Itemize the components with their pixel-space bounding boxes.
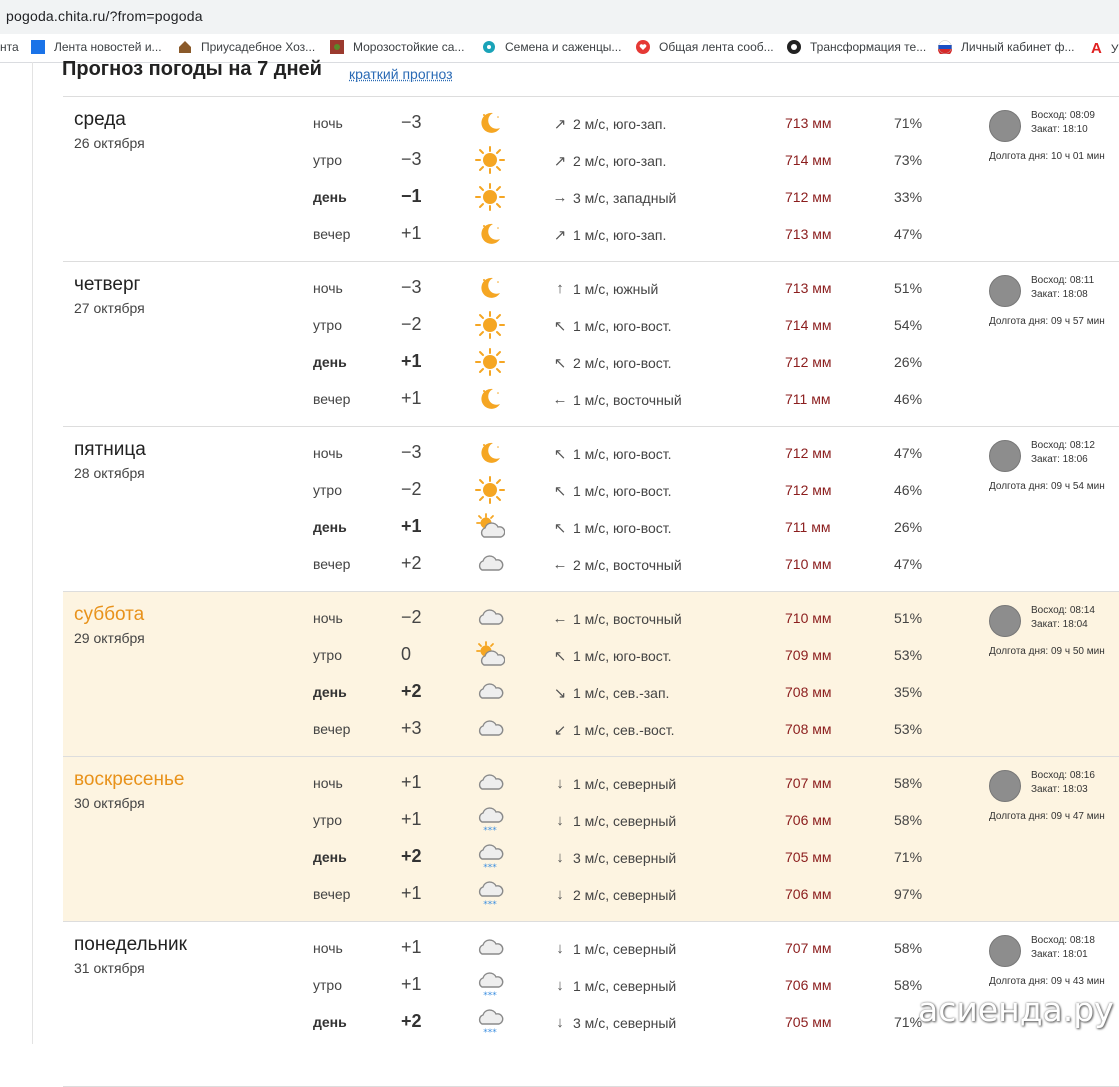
pressure: 712 мм bbox=[785, 189, 832, 205]
wind-arrow-icon: ↗ bbox=[553, 227, 567, 244]
bookmark-3[interactable]: Морозостойкие са... bbox=[330, 40, 464, 54]
russia-icon bbox=[938, 40, 952, 54]
wind-arrow-icon: ↖ bbox=[553, 483, 567, 500]
forecast-row bbox=[63, 435, 1119, 472]
wind-arrow-icon: ↘ bbox=[553, 685, 567, 702]
pressure: 710 мм bbox=[785, 610, 832, 626]
time-of-day: утро bbox=[313, 152, 342, 168]
wind bbox=[552, 1014, 676, 1031]
wind-arrow-icon: ↖ bbox=[553, 318, 567, 335]
pressure: 706 мм bbox=[785, 812, 832, 828]
wind bbox=[552, 886, 676, 903]
wind bbox=[552, 940, 676, 957]
sunrise-time: Восход: 08:14 bbox=[1031, 605, 1095, 616]
cloud-icon bbox=[475, 715, 505, 743]
sun-icon bbox=[475, 348, 505, 376]
forecast-row bbox=[63, 876, 1119, 913]
pressure: 708 мм bbox=[785, 721, 832, 737]
pressure: 705 мм bbox=[785, 1014, 832, 1030]
humidity: 46% bbox=[894, 391, 923, 407]
wind bbox=[552, 647, 672, 665]
svg-text:***: *** bbox=[483, 826, 497, 834]
temperature: +1 bbox=[401, 388, 422, 408]
pressure: 713 мм bbox=[785, 226, 832, 242]
temperature: +1 bbox=[401, 809, 422, 829]
sun-icon bbox=[475, 146, 505, 174]
temperature: −3 bbox=[401, 277, 422, 297]
day-block bbox=[63, 97, 1119, 262]
wind-arrow-icon: ← bbox=[552, 556, 568, 573]
bookmark-0[interactable]: нта bbox=[0, 40, 19, 54]
humidity: 47% bbox=[894, 226, 923, 242]
forecast-row bbox=[63, 802, 1119, 839]
wind-text: 2 м/с, юго-зап. bbox=[573, 116, 667, 132]
wind-arrow-icon: ↑ bbox=[556, 280, 564, 297]
temperature: +1 bbox=[401, 516, 422, 536]
sunrise-time: Восход: 08:16 bbox=[1031, 770, 1095, 781]
snow-icon bbox=[475, 880, 505, 908]
moon-icon bbox=[475, 385, 505, 413]
wind bbox=[552, 152, 666, 170]
day-date: 27 октября bbox=[74, 300, 145, 316]
wind-arrow-icon: → bbox=[552, 189, 568, 206]
moon-icon bbox=[475, 274, 505, 302]
wind-arrow-icon: ↓ bbox=[556, 812, 564, 829]
temperature: −1 bbox=[401, 186, 422, 206]
day-length: Долгота дня: 09 ч 43 мин bbox=[989, 976, 1105, 987]
bookmark-7[interactable]: Личный кабинет ф... bbox=[938, 40, 1075, 54]
sunset-time: Закат: 18:04 bbox=[1031, 619, 1088, 630]
time-of-day: ночь bbox=[313, 115, 343, 131]
time-of-day: утро bbox=[313, 812, 342, 828]
svg-text:***: *** bbox=[483, 991, 497, 999]
wind bbox=[552, 115, 666, 133]
berry-icon bbox=[330, 40, 344, 54]
day-length: Долгота дня: 09 ч 57 мин bbox=[989, 316, 1105, 327]
wind bbox=[552, 977, 676, 994]
cloud-icon bbox=[475, 604, 505, 632]
cloud-icon bbox=[475, 934, 505, 962]
bookmark-6[interactable]: Трансформация те... bbox=[787, 40, 926, 54]
day-name: четверг bbox=[74, 274, 141, 295]
humidity: 26% bbox=[894, 354, 923, 370]
wind bbox=[552, 849, 676, 866]
forecast-row bbox=[63, 381, 1119, 418]
temperature: +1 bbox=[401, 223, 422, 243]
forecast-row bbox=[63, 216, 1119, 253]
day-block bbox=[63, 592, 1119, 757]
humidity: 53% bbox=[894, 647, 923, 663]
temperature: −3 bbox=[401, 149, 422, 169]
forecast-row bbox=[63, 637, 1119, 674]
pressure: 709 мм bbox=[785, 647, 832, 663]
wind-arrow-icon: ↗ bbox=[553, 153, 567, 170]
wind-text: 3 м/с, северный bbox=[573, 1014, 677, 1031]
day-date: 28 октября bbox=[74, 465, 145, 481]
time-of-day: утро bbox=[313, 482, 342, 498]
wind-arrow-icon: ↓ bbox=[556, 775, 564, 792]
bookmark-1[interactable]: Лента новостей и... bbox=[31, 40, 162, 54]
acrobat-icon: A bbox=[1091, 40, 1102, 57]
pressure: 707 мм bbox=[785, 940, 832, 956]
wind-text: 1 м/с, юго-вост. bbox=[573, 520, 672, 536]
house-icon bbox=[178, 40, 192, 54]
wind-text: 1 м/с, юго-вост. bbox=[573, 446, 672, 462]
wind-text: 2 м/с, восточный bbox=[573, 556, 682, 573]
bookmark-5[interactable]: Общая лента сооб... bbox=[636, 40, 774, 54]
pressure: 712 мм bbox=[785, 354, 832, 370]
content-border bbox=[32, 62, 33, 1044]
snow-icon bbox=[475, 843, 505, 871]
temperature: +1 bbox=[401, 937, 422, 957]
sunrise-time: Восход: 08:18 bbox=[1031, 935, 1095, 946]
forecast-row bbox=[63, 472, 1119, 509]
wind bbox=[552, 189, 676, 206]
pressure: 711 мм bbox=[785, 519, 831, 535]
wind-arrow-icon: ← bbox=[552, 391, 568, 408]
wind-text: 1 м/с, северный bbox=[573, 977, 677, 994]
wind-text: 1 м/с, восточный bbox=[573, 391, 682, 408]
temperature: +3 bbox=[401, 718, 422, 738]
time-of-day: вечер bbox=[313, 556, 351, 572]
day-length: Долгота дня: 09 ч 54 мин bbox=[989, 481, 1105, 492]
day-block bbox=[63, 427, 1119, 592]
time-of-day: день bbox=[313, 849, 347, 865]
temperature: −3 bbox=[401, 442, 422, 462]
pressure: 707 мм bbox=[785, 775, 832, 791]
humidity: 71% bbox=[894, 1014, 923, 1030]
wind bbox=[552, 226, 666, 244]
humidity: 53% bbox=[894, 721, 923, 737]
wind-text: 1 м/с, юго-зап. bbox=[573, 227, 667, 243]
wind bbox=[552, 354, 672, 372]
sunset-time: Закат: 18:03 bbox=[1031, 784, 1088, 795]
time-of-day: утро bbox=[313, 317, 342, 333]
temperature: −2 bbox=[401, 479, 422, 499]
cloud-icon bbox=[475, 550, 505, 578]
pressure: 706 мм bbox=[785, 977, 832, 993]
time-of-day: вечер bbox=[313, 721, 351, 737]
day-date: 30 октября bbox=[74, 795, 145, 811]
day-name: пятница bbox=[74, 439, 146, 460]
humidity: 51% bbox=[894, 280, 923, 296]
pressure: 706 мм bbox=[785, 886, 832, 902]
partly-cloudy-icon bbox=[475, 513, 505, 541]
wind-text: 1 м/с, юго-вост. bbox=[573, 318, 672, 334]
forecast-row bbox=[63, 270, 1119, 307]
address-bar[interactable] bbox=[0, 0, 1119, 34]
wind-arrow-icon: ← bbox=[552, 610, 568, 627]
bookmark-4[interactable]: Семена и саженцы... bbox=[482, 40, 621, 54]
wind bbox=[552, 519, 672, 537]
day-length: Долгота дня: 10 ч 01 мин bbox=[989, 151, 1105, 162]
wind-text: 1 м/с, восточный bbox=[573, 610, 682, 627]
wind-arrow-icon: ↖ bbox=[553, 355, 567, 372]
wind-arrow-icon: ↓ bbox=[556, 977, 564, 994]
wind bbox=[552, 445, 672, 463]
day-name: среда bbox=[74, 109, 126, 130]
time-of-day: день bbox=[313, 189, 347, 205]
sunset-time: Закат: 18:10 bbox=[1031, 124, 1088, 135]
humidity: 58% bbox=[894, 977, 923, 993]
time-of-day: ночь bbox=[313, 445, 343, 461]
page-title: Прогноз погоды на 7 дней bbox=[62, 58, 322, 80]
wind-text: 3 м/с, северный bbox=[573, 849, 677, 866]
humidity: 73% bbox=[894, 152, 923, 168]
humidity: 71% bbox=[894, 115, 923, 131]
wind-text: 1 м/с, северный bbox=[573, 775, 677, 792]
day-date: 31 октября bbox=[74, 960, 145, 976]
temperature: 0 bbox=[401, 644, 412, 664]
temperature: −2 bbox=[401, 607, 422, 627]
sunrise-time: Восход: 08:09 bbox=[1031, 110, 1095, 121]
snow-icon bbox=[475, 1008, 505, 1036]
temperature: +2 bbox=[401, 553, 422, 573]
svg-text:***: *** bbox=[483, 900, 497, 908]
day-name: понедельник bbox=[74, 934, 187, 955]
time-of-day: день bbox=[313, 1014, 347, 1030]
wind-text: 3 м/с, западный bbox=[573, 189, 677, 206]
heart-icon bbox=[636, 40, 650, 54]
gear-icon bbox=[787, 40, 801, 54]
wind-text: 1 м/с, южный bbox=[573, 280, 659, 297]
humidity: 58% bbox=[894, 940, 923, 956]
wind bbox=[552, 280, 658, 297]
temperature: +1 bbox=[401, 974, 422, 994]
wind bbox=[552, 482, 672, 500]
pressure: 713 мм bbox=[785, 115, 832, 131]
day-block bbox=[63, 262, 1119, 427]
forecast-row bbox=[63, 546, 1119, 583]
wind-arrow-icon: ↙ bbox=[553, 722, 567, 739]
sunrise-time: Восход: 08:11 bbox=[1031, 275, 1095, 286]
humidity: 58% bbox=[894, 812, 923, 828]
day-block bbox=[63, 757, 1119, 922]
forecast-row bbox=[63, 142, 1119, 179]
wind bbox=[552, 610, 682, 627]
moon-phase-icon bbox=[989, 110, 1021, 142]
moon-phase-icon bbox=[989, 935, 1021, 967]
moon-phase-icon bbox=[989, 605, 1021, 637]
wind-text: 1 м/с, сев.-вост. bbox=[573, 722, 675, 738]
time-of-day: вечер bbox=[313, 886, 351, 902]
pressure: 710 мм bbox=[785, 556, 832, 572]
wind-text: 2 м/с, северный bbox=[573, 886, 677, 903]
sunset-time: Закат: 18:06 bbox=[1031, 454, 1088, 465]
wind bbox=[552, 684, 669, 702]
time-of-day: день bbox=[313, 519, 347, 535]
forecast-row bbox=[63, 344, 1119, 381]
wind-text: 2 м/с, юго-вост. bbox=[573, 355, 672, 371]
windows-icon bbox=[31, 40, 45, 54]
humidity: 58% bbox=[894, 775, 923, 791]
pressure: 711 мм bbox=[785, 391, 831, 407]
time-of-day: ночь bbox=[313, 940, 343, 956]
wind-arrow-icon: ↓ bbox=[556, 940, 564, 957]
day-length: Долгота дня: 09 ч 47 мин bbox=[989, 811, 1105, 822]
forecast-row bbox=[63, 839, 1119, 876]
forecast-row bbox=[63, 711, 1119, 748]
forecast-row bbox=[63, 307, 1119, 344]
snow-icon bbox=[475, 971, 505, 999]
wind bbox=[552, 556, 682, 573]
sun-icon bbox=[475, 311, 505, 339]
url-text[interactable]: pogoda.chita.ru/?from=pogoda bbox=[6, 8, 203, 24]
wind bbox=[552, 775, 676, 792]
partly-cloudy-icon bbox=[475, 641, 505, 669]
humidity: 26% bbox=[894, 519, 923, 535]
temperature: +2 bbox=[401, 1011, 422, 1031]
forecast-row bbox=[63, 509, 1119, 546]
watermark: асиенда.ру bbox=[918, 990, 1114, 1029]
pressure: 713 мм bbox=[785, 280, 832, 296]
sunset-time: Закат: 18:08 bbox=[1031, 289, 1088, 300]
day-name: суббота bbox=[74, 604, 145, 625]
temperature: +1 bbox=[401, 883, 422, 903]
day-date: 26 октября bbox=[74, 135, 145, 151]
cloud-icon bbox=[475, 769, 505, 797]
time-of-day: ночь bbox=[313, 280, 343, 296]
wind-text: 1 м/с, северный bbox=[573, 812, 677, 829]
wind bbox=[552, 317, 672, 335]
temperature: +2 bbox=[401, 846, 422, 866]
bookmark-2[interactable]: Приусадебное Хоз... bbox=[178, 40, 315, 54]
wind bbox=[552, 721, 675, 739]
time-of-day: ночь bbox=[313, 775, 343, 791]
wind-text: 1 м/с, северный bbox=[573, 940, 677, 957]
sun-icon bbox=[475, 476, 505, 504]
humidity: 54% bbox=[894, 317, 923, 333]
temperature: −3 bbox=[401, 112, 422, 132]
wind-text: 1 м/с, юго-вост. bbox=[573, 483, 672, 499]
forecast-row bbox=[63, 600, 1119, 637]
time-of-day: ночь bbox=[313, 610, 343, 626]
temperature: +2 bbox=[401, 681, 422, 701]
time-of-day: день bbox=[313, 354, 347, 370]
sunrise-time: Восход: 08:12 bbox=[1031, 440, 1095, 451]
day-length: Долгота дня: 09 ч 50 мин bbox=[989, 646, 1105, 657]
humidity: 47% bbox=[894, 556, 923, 572]
short-forecast-link[interactable]: краткий прогноз bbox=[349, 66, 453, 82]
wind-text: 1 м/с, сев.-зап. bbox=[573, 685, 670, 701]
wind-arrow-icon: ↓ bbox=[556, 1014, 564, 1031]
forecast-row bbox=[63, 105, 1119, 142]
bookmark-8[interactable]: A У bbox=[1091, 40, 1119, 57]
time-of-day: вечер bbox=[313, 391, 351, 407]
humidity: 35% bbox=[894, 684, 923, 700]
wind-text: 2 м/с, юго-зап. bbox=[573, 153, 667, 169]
forecast-row bbox=[63, 930, 1119, 967]
pressure: 708 мм bbox=[785, 684, 832, 700]
wind-arrow-icon: ↖ bbox=[553, 446, 567, 463]
time-of-day: вечер bbox=[313, 226, 351, 242]
humidity: 51% bbox=[894, 610, 923, 626]
svg-text:***: *** bbox=[483, 863, 497, 871]
humidity: 33% bbox=[894, 189, 923, 205]
temperature: +1 bbox=[401, 351, 422, 371]
wind-arrow-icon: ↓ bbox=[556, 849, 564, 866]
moon-icon bbox=[475, 109, 505, 137]
day-date: 29 октября bbox=[74, 630, 145, 646]
moon-icon bbox=[475, 220, 505, 248]
flower-icon bbox=[482, 40, 496, 54]
time-of-day: утро bbox=[313, 647, 342, 663]
forecast-row bbox=[63, 765, 1119, 802]
humidity: 71% bbox=[894, 849, 923, 865]
pressure: 712 мм bbox=[785, 445, 832, 461]
pressure: 712 мм bbox=[785, 482, 832, 498]
forecast-table bbox=[63, 96, 1119, 1087]
sun-icon bbox=[475, 183, 505, 211]
cloud-icon bbox=[475, 678, 505, 706]
wind-arrow-icon: ↓ bbox=[556, 886, 564, 903]
moon-icon bbox=[475, 439, 505, 467]
humidity: 47% bbox=[894, 445, 923, 461]
temperature: −2 bbox=[401, 314, 422, 334]
pressure: 714 мм bbox=[785, 317, 832, 333]
time-of-day: утро bbox=[313, 977, 342, 993]
temperature: +1 bbox=[401, 772, 422, 792]
wind-text: 1 м/с, юго-вост. bbox=[573, 648, 672, 664]
wind-arrow-icon: ↖ bbox=[553, 648, 567, 665]
moon-phase-icon bbox=[989, 275, 1021, 307]
wind-arrow-icon: ↗ bbox=[553, 116, 567, 133]
wind-arrow-icon: ↖ bbox=[553, 520, 567, 537]
forecast-row bbox=[63, 674, 1119, 711]
wind bbox=[552, 812, 676, 829]
pressure: 705 мм bbox=[785, 849, 832, 865]
svg-text:***: *** bbox=[483, 1028, 497, 1036]
forecast-row bbox=[63, 179, 1119, 216]
pressure: 714 мм bbox=[785, 152, 832, 168]
time-of-day: день bbox=[313, 684, 347, 700]
moon-phase-icon bbox=[989, 770, 1021, 802]
snow-icon bbox=[475, 806, 505, 834]
moon-phase-icon bbox=[989, 440, 1021, 472]
wind bbox=[552, 391, 682, 408]
humidity: 97% bbox=[894, 886, 923, 902]
humidity: 46% bbox=[894, 482, 923, 498]
sunset-time: Закат: 18:01 bbox=[1031, 949, 1088, 960]
day-name: воскресенье bbox=[74, 769, 185, 790]
